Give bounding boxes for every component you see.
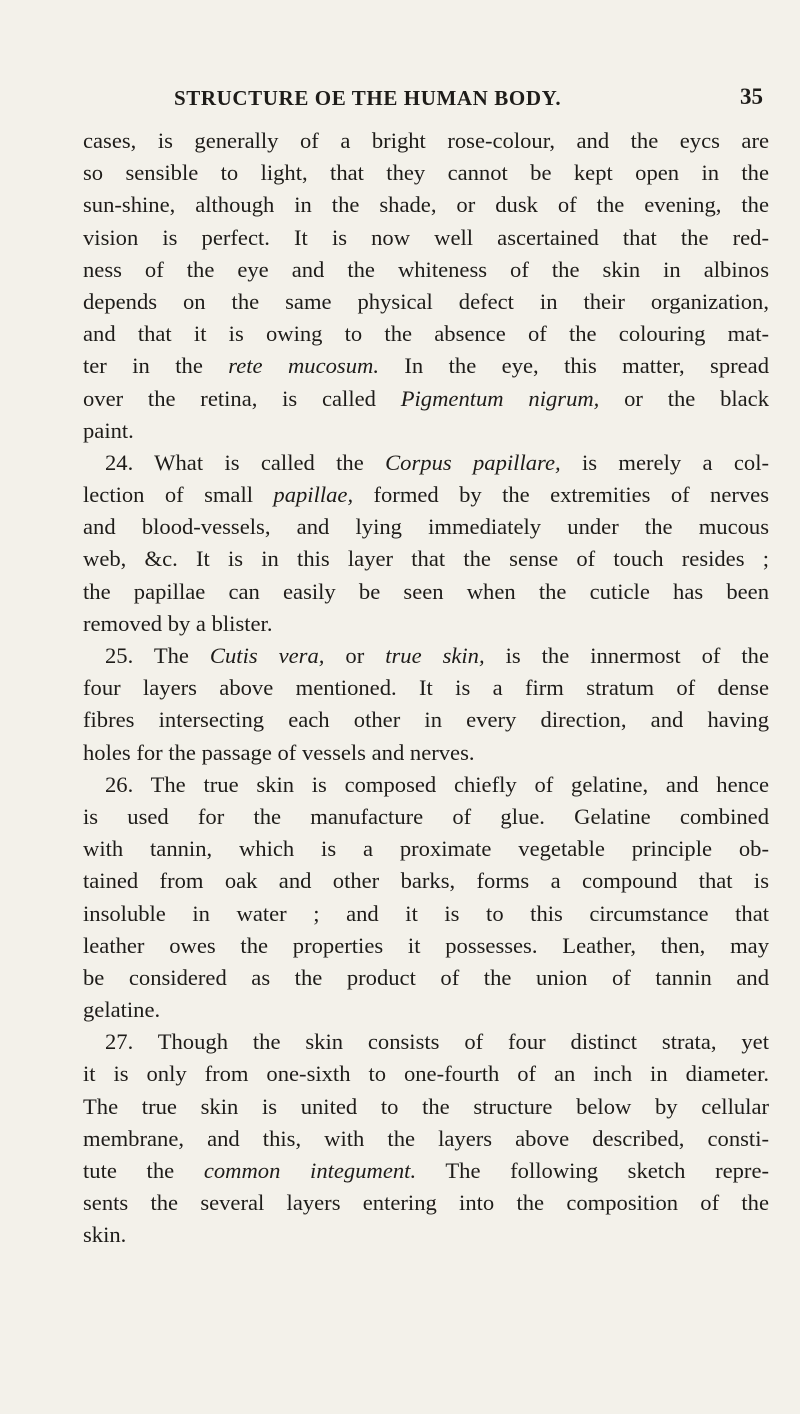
body-text xyxy=(83,125,769,1252)
text-line xyxy=(83,222,769,254)
text-line xyxy=(83,157,769,189)
text-line xyxy=(83,383,769,415)
text-run: lection of small xyxy=(83,482,274,508)
text-line xyxy=(83,994,769,1026)
text-run: and that it is owing to the absence of the colouring mat- xyxy=(83,321,769,347)
text-run: or xyxy=(324,643,386,668)
text-line xyxy=(83,415,769,447)
text-run: it is only from one-sixth to one-fourth of an inch in diameter. xyxy=(83,1061,769,1087)
text-run: formed by the extremities of nerves xyxy=(353,482,770,508)
text-run: is used for the manufacture of glue. Gelatine combined xyxy=(83,803,769,829)
text-line xyxy=(83,1123,769,1155)
text-line xyxy=(83,865,769,897)
text-run: ter in the xyxy=(83,353,229,379)
italic-term: Cutis vera, xyxy=(209,643,325,668)
text-run: and blood-vessels, and lying immediately under the mucous xyxy=(83,514,769,540)
text-line xyxy=(83,447,769,479)
text-line xyxy=(83,543,769,575)
text-line xyxy=(83,704,769,736)
text-line xyxy=(83,737,769,769)
text-line xyxy=(83,286,769,318)
italic-term: Pigmentum nigrum, xyxy=(400,385,600,411)
text-line xyxy=(83,930,769,962)
text-line xyxy=(83,479,769,511)
text-run: the papillae can easily be seen when the cuticle has been xyxy=(83,578,769,604)
text-run: web, &c. It is in this layer that the sense of touch resides ; xyxy=(83,546,769,572)
text-run: cases, is generally of a bright rose-colour, and the eycs are xyxy=(83,128,769,153)
text-run: be considered as the product of the union of tannin and xyxy=(83,964,769,990)
text-line xyxy=(83,189,769,221)
text-line xyxy=(83,1026,769,1058)
text-run: is the innermost of the xyxy=(484,643,769,668)
text-run: The following sketch repre- xyxy=(416,1158,769,1183)
text-run: insoluble in water ; and it is to this circumstance that xyxy=(83,900,769,926)
text-run: 27. Though the skin consists of four distinct strata, yet xyxy=(105,1029,769,1055)
text-run: holes for the passage of vessels and nerves. xyxy=(83,739,475,765)
text-run: or the black xyxy=(599,385,770,411)
text-run: ness of the eye and the whiteness of the skin in albinos xyxy=(83,256,769,282)
text-line xyxy=(83,1219,769,1251)
text-run: with tannin, which is a proximate vegetable principle ob- xyxy=(83,836,769,862)
text-line xyxy=(83,672,769,704)
text-line xyxy=(83,1058,769,1090)
text-run: depends on the same physical defect in their organization, xyxy=(83,288,769,314)
text-run: skin. xyxy=(83,1222,127,1248)
text-line xyxy=(83,1091,769,1123)
text-run: fibres intersecting each other in every direction, and having xyxy=(83,707,769,733)
text-line xyxy=(83,962,769,994)
text-line xyxy=(83,511,769,543)
running-head: STRUCTURE OE THE HUMAN BODY. xyxy=(174,86,562,110)
page-number: 35 xyxy=(740,84,763,109)
text-line xyxy=(83,608,769,640)
text-run: tained from oak and other barks, forms a compound that is xyxy=(83,868,769,894)
text-run: vision is perfect. It is now well ascertained that the red- xyxy=(83,224,769,250)
text-line xyxy=(83,254,769,286)
text-run: 24. What is called the xyxy=(105,449,386,475)
text-run: The true skin is united to the structure below by cellular xyxy=(83,1093,769,1119)
text-run: 25. The xyxy=(105,643,210,668)
italic-term: common integument. xyxy=(203,1158,417,1183)
text-run: removed by a blister. xyxy=(83,610,273,636)
text-line xyxy=(83,898,769,930)
text-run: In the eye, this matter, spread xyxy=(378,353,769,379)
text-line xyxy=(83,833,769,865)
italic-term: Corpus papillare, xyxy=(385,449,561,475)
text-run: paint. xyxy=(83,417,134,443)
text-run: so sensible to light, that they cannot be kept open in the xyxy=(83,160,769,186)
text-line xyxy=(83,125,769,157)
text-run: sents the several layers entering into the composition of the xyxy=(83,1190,769,1216)
text-line xyxy=(83,801,769,833)
text-run: over the retina, is called xyxy=(83,385,401,411)
text-run: membrane, and this, with the layers above described, consti- xyxy=(83,1125,769,1151)
italic-term: true skin, xyxy=(385,643,485,668)
text-run: 26. The true skin is composed chiefly of gelatine, and hence xyxy=(105,771,769,797)
text-line xyxy=(83,1155,769,1187)
italic-term: papillae, xyxy=(273,482,354,508)
text-line xyxy=(83,1187,769,1219)
text-run: four layers above mentioned. It is a firm stratum of dense xyxy=(83,675,769,701)
text-run: tute the xyxy=(83,1158,204,1183)
text-run: gelatine. xyxy=(83,997,161,1023)
text-run: sun-shine, although in the shade, or dusk of the evening, the xyxy=(83,192,769,218)
text-line xyxy=(83,640,769,672)
text-line xyxy=(83,576,769,608)
italic-term: rete mucosum. xyxy=(228,353,379,379)
text-run: is merely a col- xyxy=(560,449,769,475)
text-line xyxy=(83,350,769,382)
text-run: leather owes the properties it possesses. Leather, then, may xyxy=(83,932,769,958)
text-line xyxy=(83,318,769,350)
text-line xyxy=(83,769,769,801)
